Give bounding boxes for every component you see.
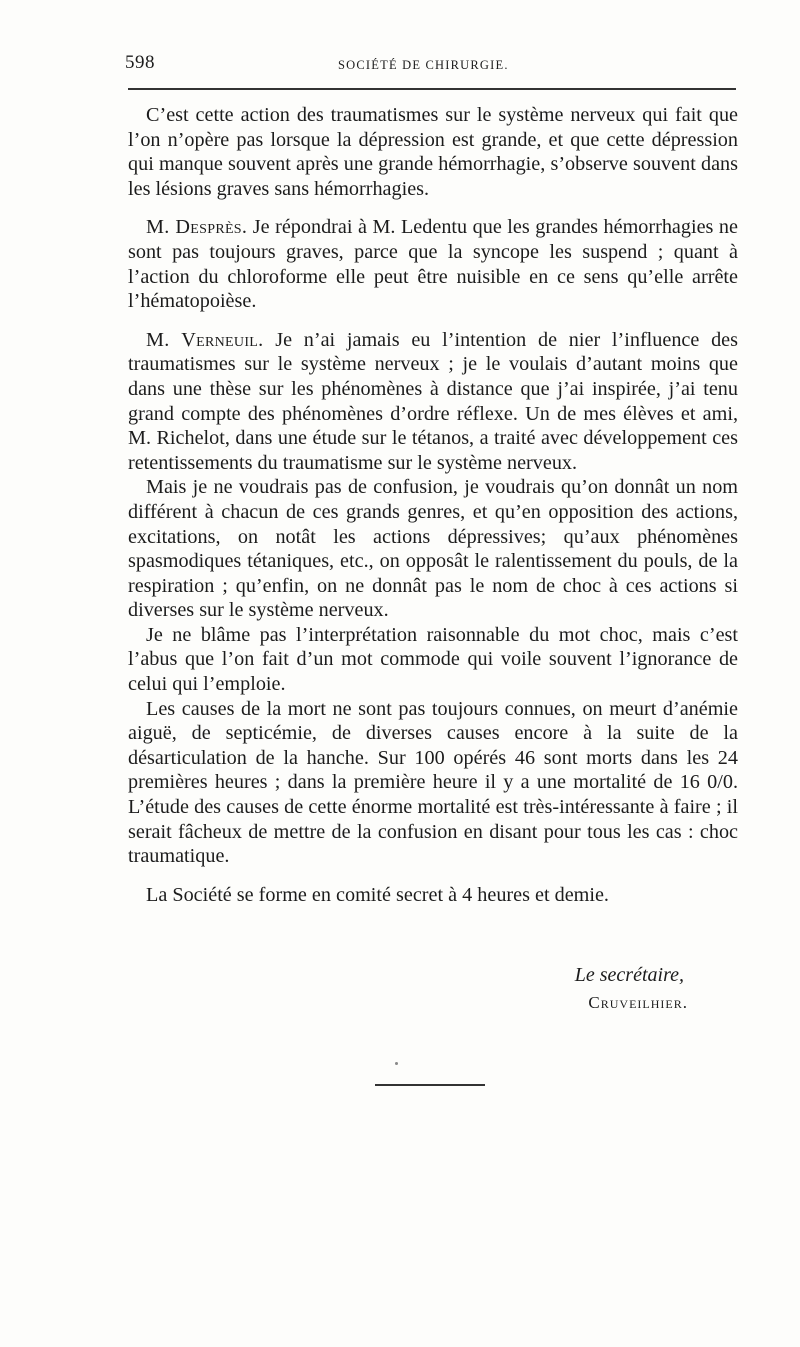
signature-name: Cruveilhier. — [588, 993, 688, 1012]
running-head — [125, 52, 738, 80]
paragraph-3-text: Je n’ai jamais eu l’intention de nier l’influence des traumatismes sur le système nerveux ; je le voulais d’autant moins que dans une thèse sur les phénomènes à distance que j’ai inspirée, j’ai tenu grand compte des phénomènes d’ordre réflexe. Un de mes élèves et ami, M. Richelot, dans une étude sur le tétanos, a traité avec développement ces retentissements du traumatisme sur le système nerveux. — [128, 328, 738, 474]
paragraph-6 — [128, 697, 738, 869]
paragraph-1 — [128, 103, 738, 201]
paragraph-4-text: Mais je ne voudrais pas de confusion, je voudrais qu’on donnât un nom différent à chacun de ces grands genres, et qu’en opposition des actions, excitations, on notât les actions dépressives; qu’aux phénomènes spasmodiques tétaniques, etc., on opposât le ralentissement du pouls, de la respiration ; qu’enfin, on ne donnât pas le nom de choc à ces actions si diverses sur le système nerveux. — [128, 476, 738, 622]
speaker-despres: M. Desprès. — [146, 216, 248, 239]
paragraph-5-text: Je ne blâme pas l’interprétation raisonnable du mot choc, mais c’est l’abus que l’on fait d’un mot commode qui voile souvent l’ignorance de celui qui l’emploie. — [128, 623, 738, 696]
paragraph-2-text: Je répondrai à M. Ledentu que les grandes hémorrhagies ne sont pas toujours graves, parce que la syncope les suspend ; quant à l’action du chloroforme elle peut être nuisible en ce sens qu’elle arrête l’hématopoièse. — [128, 216, 738, 313]
signature-block — [128, 962, 688, 1016]
paragraph-7-text: La Société se forme en comité secret à 4 heures et demie. — [146, 883, 609, 906]
paragraph-6-text: Les causes de la mort ne sont pas toujours connues, on meurt d’anémie aiguë, de septicémie, de diverses causes encore à la suite de la désarticulation de la hanche. Sur 100 opérés 46 sont morts dans les 24 premières heures ; dans la première heure il y a une mortalité de 16 0/0. L’étude des causes de cette énorme mortalité est très-intéressante à faire ; il serait fâcheux de mettre de la confusion en disant pour tous les cas : choc traumatique. — [128, 697, 738, 868]
paragraph-1-text: C’est cette action des traumatismes sur le système nerveux qui fait que l’on n’opère pas lorsque la dépression est grande, et que cette dépression qui manque souvent après une grande hémorrhagie, s’observe souvent dans les lésions graves sans hémorrhagies. — [128, 104, 738, 200]
paragraph-3 — [128, 328, 738, 476]
paragraph-2 — [128, 215, 738, 313]
page-number: 598 — [125, 52, 155, 73]
header-rule — [128, 88, 736, 90]
body-text — [128, 103, 738, 907]
paragraph-7 — [128, 883, 738, 908]
paragraph-5 — [128, 623, 738, 697]
running-title: SOCIÉTÉ DE CHIRURGIE. — [338, 58, 509, 72]
signature-title: Le secrétaire, — [574, 964, 684, 986]
speaker-verneuil: M. Verneuil. — [146, 328, 264, 351]
ornament-dot — [395, 1062, 398, 1065]
paragraph-4 — [128, 475, 738, 623]
end-rule — [375, 1084, 485, 1086]
